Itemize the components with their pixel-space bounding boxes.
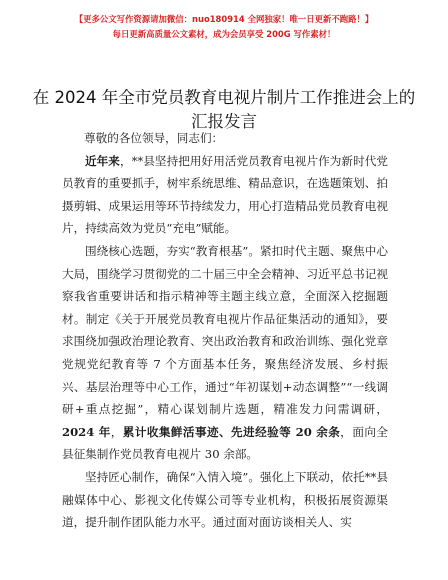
document-title: 在 2024 年全市党员教育电视片制片工作推进会上的汇报发言 [32, 88, 416, 131]
paragraph-2-text-c: ，面向全县征集制作党员教育电视片 30 余部。 [62, 424, 388, 462]
paragraph-2-text-a: 围绕核心选题，夯实“教育根基”。紧扣时代主题、聚焦中心大局，围绕学习贯彻党的二十届三中全会精神、习近平总书记视察我省重要讲话和指示精神等主题主线立意，全面深入挖掘题材。制定《关于开展党员教育电视片作品征集活动的通知》，要求围绕加强政治理论教育、突出政治教育和政治训练、强化党章党规党纪教育等 7 个方面基本任务，聚焦经济发展、乡村振兴、基层治理等中心工作，通过“年初谋划+动态调整”“一线调研+重点挖掘”，精心谋划制片选题，精准发力问需调研， [62, 243, 388, 417]
paragraph-1-lead: 近年来 [85, 153, 120, 168]
paragraph-3: 坚持匠心制作，确保“入情入境”。强化上下联动，依托**县融媒体中心、影视文化传媒公司等专业机构，积极拓展资源渠道，提升制作团队能力水平。通过面对面访谈相关人、实 [62, 469, 388, 530]
document-body [62, 127, 388, 534]
paragraph-1-text: ，**县坚持把用好用活党员教育电视片作为新时代党员教育的重要抓手，树牢系统思维、精品意识，在选题策划、拍摄剪辑、成果运用等环节持续发力，用心打造精品党员教育电视片，持续高效为党员“充电”赋能。 [62, 153, 388, 236]
promo-banner-line-2: 每日更新高质量公文素材，成为会员享受 200G 写作素材！ [112, 29, 336, 39]
paragraph-2-highlight: 累计收集鲜活事迹、先进经验等 20 余条 [122, 424, 341, 439]
paragraph-1 [62, 150, 388, 240]
paragraph-2-text-b: ， [110, 424, 123, 439]
salutation: 尊敬的各位领导，同志们： [84, 131, 224, 145]
paragraph-2-year: 2024 年 [62, 424, 111, 439]
paragraph-2 [62, 240, 388, 466]
promo-banner-line-1: 【更多公文写作资源请加微信：nuo180914 全网独家！唯一日更新不跑路！】 [74, 14, 374, 24]
promo-banner [0, 12, 448, 42]
